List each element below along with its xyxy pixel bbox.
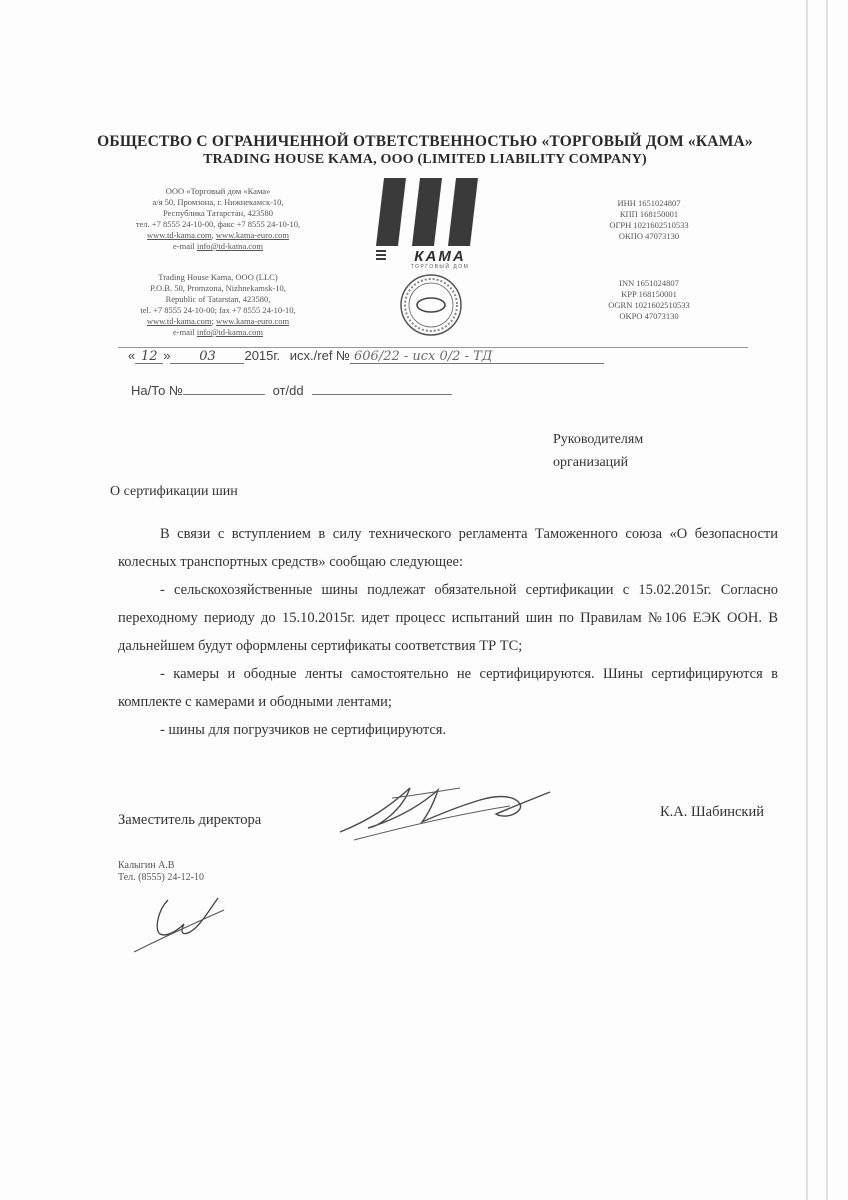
website-link[interactable]: www.kama-euro.com [215, 230, 289, 240]
ref-label: исх./ref № [289, 348, 350, 363]
scan-edge-line [806, 0, 808, 1200]
logo-wordmark: КАМА [414, 248, 466, 265]
ogrn-value: ОГРН 1021602510533 [609, 220, 689, 230]
website-line: www.td-kama.com, www.kama-euro.com [147, 230, 289, 240]
handwritten-signature-icon [310, 770, 580, 850]
reply-date-label: от/dd [272, 383, 304, 398]
email-link[interactable]: info@td-kama.com [196, 327, 263, 337]
ref-number: 606/22 - исх 0/2 - ТД [350, 349, 604, 364]
ref-day: 12 [135, 349, 163, 364]
email-link[interactable]: info@td-kama.com [196, 241, 263, 251]
body-paragraph: - шины для погрузчиков не сертифицируются. [160, 722, 447, 738]
company-title-ru: ОБЩЕСТВО С ОГРАНИЧЕННОЙ ОТВЕТСТВЕННОСТЬЮ «ТОРГОВЫЙ ДОМ «КАМА» [97, 133, 753, 150]
logo-tagline: ТОРГОВЫЙ ДОМ [410, 264, 470, 270]
addressee-line: организаций [553, 455, 629, 470]
signatory-title: Заместитель директора [118, 812, 262, 828]
website-line: www.td-kama.com; www.kama-euro.com [146, 316, 290, 326]
executor-name: Калыгин А.В [118, 860, 175, 871]
inn-value: INN 1651024807 [619, 278, 679, 288]
inn-value: ИНН 1651024807 [617, 198, 681, 208]
okpo-value: ОКПО 47073130 [618, 231, 680, 241]
address-line: а/я 50, Промзона, г. Нижнекамск-10, [152, 197, 284, 207]
address-line: Trading House Kama, OOO (LLC) [158, 272, 278, 282]
letter-body [118, 520, 778, 744]
website-link[interactable]: www.td-kama.com [146, 316, 212, 326]
kpp-value: КПП 168150001 [619, 209, 679, 219]
letter-subject: О сертификации шин [110, 484, 238, 499]
address-line: Republic of Tatarstan, 423580, [165, 294, 271, 304]
registration-block-ru [574, 198, 724, 242]
outgoing-reference: « 12 » 03 2015г. исх./ref № 606/22 - исх 0/2 - ТД [128, 348, 604, 364]
company-title-en: TRADING HOUSE KAMA, OOO (LIMITED LIABILITY COMPANY) [203, 152, 647, 167]
address-line: Республика Татарстан, 423580 [163, 208, 273, 218]
phone-line: тел. +7 8555 24-10-00, факс +7 8555 24-10-10, [135, 219, 301, 229]
email-line: e-mail info@td-kama.com [173, 241, 263, 251]
phone-line: tel. +7 8555 24-10-00; fax +7 8555 24-10-10, [140, 305, 296, 315]
reply-number-field [183, 380, 265, 395]
ogrn-value: OGRN 1021602510533 [608, 300, 690, 310]
handwritten-initials-icon [128, 880, 238, 960]
website-link[interactable]: www.td-kama.com [147, 230, 212, 240]
ref-year: 2015г. [244, 348, 281, 363]
body-paragraph: - камеры и ободные ленты самостоятельно не сертифицируются. Шины сертифицируются в комплекте с камерами и ободными лентами; [118, 666, 778, 710]
website-link[interactable]: www.kama-euro.com [216, 316, 290, 326]
address-line: ООО «Торговый дом «Кама» [165, 186, 271, 196]
ref-month: 03 [170, 349, 244, 364]
registration-block-en [574, 278, 724, 322]
email-line: e-mail info@td-kama.com [173, 327, 263, 337]
address-block-ru [108, 186, 328, 252]
addressee [553, 428, 643, 474]
scan-edge-line [826, 0, 828, 1200]
executor-phone: Тел. (8555) 24-12-10 [118, 872, 204, 883]
address-line: P.O.B. 50, Promzona, Nizhnekamsk-10, [150, 283, 286, 293]
body-paragraph: - сельскохозяйственные шины подлежат обязательной сертификации с 15.02.2015г. Согласно переходному периоду до 15.10.2015г. идет процесс испытаний шин по Правилам №106 ЕЭК ООН. В дальнейшем будут оформлены сертификаты соответствия ТР ТС; [118, 582, 778, 654]
kama-logo-icon [370, 178, 494, 270]
okpo-value: OKPO 47073130 [619, 311, 679, 321]
addressee-line: Руководителям [553, 432, 644, 447]
reply-date-field [312, 380, 452, 395]
signatory-name: К.А. Шабинский [660, 804, 764, 820]
kpp-value: KPP 168150001 [621, 289, 677, 299]
address-block-en [108, 272, 328, 338]
body-paragraph: В связи с вступлением в силу технического регламента Таможенного союза «О безопасности колесных транспортных средств» сообщаю следующее: [118, 526, 778, 570]
reply-label: На/То № [131, 383, 183, 398]
certification-seal-icon [398, 272, 464, 338]
reply-reference [131, 380, 452, 398]
